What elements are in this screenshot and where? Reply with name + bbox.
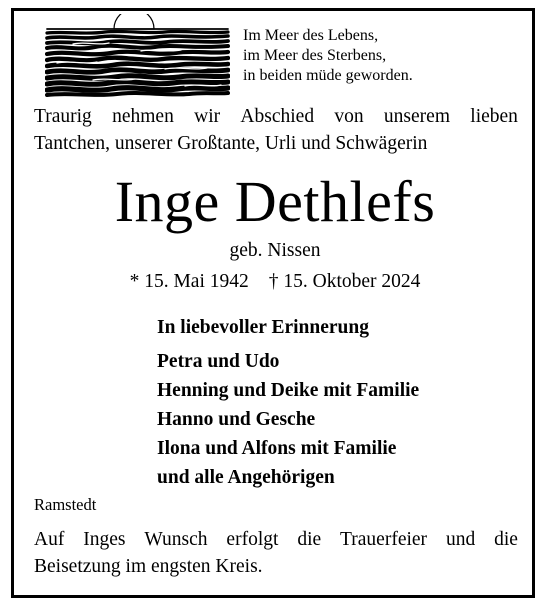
- notice-word: und: [445, 529, 476, 550]
- intro-word: unserem: [383, 106, 450, 127]
- birth-date: * 15. Mai 1942: [129, 271, 249, 292]
- notice-word: Auf: [34, 529, 65, 550]
- mourner-entry: und alle Angehörigen: [157, 467, 335, 488]
- intro-line-1: [34, 103, 518, 130]
- memory-line: In liebevoller Erinnerung: [157, 317, 369, 338]
- intro-word: lieben: [470, 106, 518, 127]
- mourner-entry: Petra und Udo: [157, 351, 280, 372]
- notice-word: Inges: [83, 529, 126, 550]
- mourner-entry: Henning und Deike mit Familie: [157, 380, 420, 401]
- funeral-notice: [34, 526, 518, 580]
- maiden-name: geb. Nissen: [229, 240, 321, 261]
- notice-word: Trauerfeier: [340, 529, 428, 550]
- poem-line: Im Meer des Lebens,: [243, 27, 379, 44]
- mourner-entry: Hanno und Gesche: [157, 409, 316, 430]
- deceased-name: Inge Dethlefs: [114, 169, 436, 234]
- intro-word: Abschied: [240, 106, 315, 127]
- poem-line: im Meer des Sterbens,: [243, 47, 387, 64]
- sea-sunset-icon: [45, 14, 230, 98]
- intro-line-2: Tantchen, unserer Großtante, Urli und Schwägerin: [34, 133, 428, 154]
- intro-word: wir: [194, 106, 221, 127]
- poem-line: in beiden müde geworden.: [243, 67, 413, 84]
- intro-word: Traurig: [34, 106, 92, 127]
- notice-word: die: [494, 529, 518, 550]
- intro-word: von: [334, 106, 364, 127]
- intro-text: [34, 103, 518, 157]
- notice-word: Wunsch: [144, 529, 208, 550]
- notice-line-2: Beisetzung im engsten Kreis.: [34, 556, 263, 577]
- notice-line-1: [34, 526, 518, 553]
- death-date: † 15. Oktober 2024: [268, 271, 421, 292]
- poem-verse: [243, 26, 413, 86]
- notice-word: erfolgt: [226, 529, 279, 550]
- mourners-list: [157, 347, 419, 492]
- mourner-entry: Ilona und Alfons mit Familie: [157, 438, 397, 459]
- intro-word: nehmen: [112, 106, 174, 127]
- place-name: Ramstedt: [34, 495, 97, 514]
- notice-word: die: [297, 529, 322, 550]
- life-dates: [0, 268, 550, 296]
